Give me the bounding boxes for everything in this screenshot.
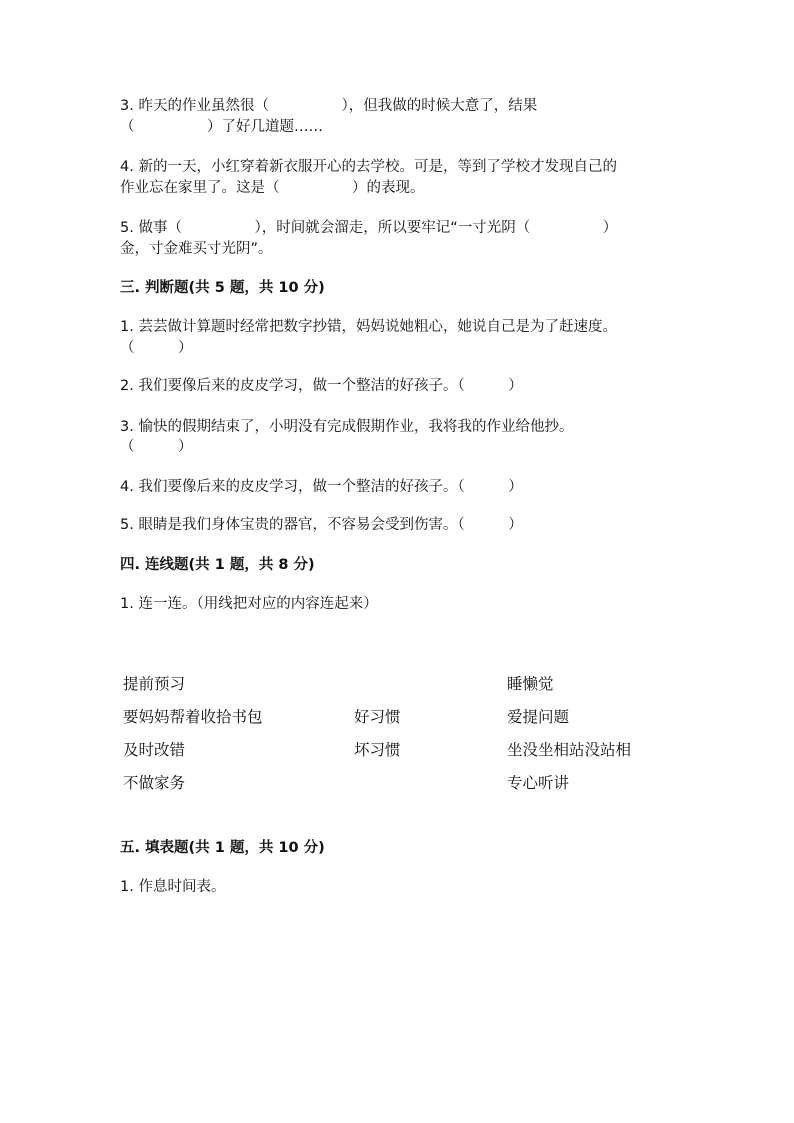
question-5-line-1: 5. 做事（ ），时间就会溜走，所以要牢记“一寸光阴（ ） — [120, 220, 618, 236]
question-4-line-2: 作业忘在家里了。这是（ ）的表现。 — [120, 180, 425, 196]
judge-question-4: 4. 我们要像后来的皮皮学习，做一个整洁的好孩子。（ ） — [120, 479, 523, 495]
judge-question-1-line-2: （ ） — [120, 340, 193, 356]
question-4-line-1: 4. 新的一天，小红穿着新衣服开心的去学校。可是，等到了学校才发现自己的 — [120, 159, 617, 175]
matching-right-item-4: 专心听讲 — [507, 774, 570, 792]
matching-left-item-4: 不做家务 — [123, 774, 186, 792]
judge-question-3-line-1: 3. 愉快的假期结束了，小明没有完成假期作业，我将我的作业给他抄。 — [120, 419, 574, 435]
matching-question-1: 1. 连一连。（用线把对应的内容连起来） — [120, 596, 378, 612]
section-4-heading: 四. 连线题(共 1 题，共 8 分) — [120, 557, 315, 573]
matching-right-item-1: 睡懒觉 — [507, 675, 554, 693]
table-question-1: 1. 作息时间表。 — [120, 879, 226, 895]
judge-question-2: 2. 我们要像后来的皮皮学习，做一个整洁的好孩子。（ ） — [120, 378, 523, 394]
matching-left-item-3: 及时改错 — [123, 741, 186, 759]
judge-question-3-line-2: （ ） — [120, 439, 193, 455]
section-5-heading: 五. 填表题(共 1 题，共 10 分) — [120, 840, 325, 856]
matching-right-item-2: 爱提问题 — [507, 708, 570, 726]
matching-left-item-1: 提前预习 — [123, 675, 186, 693]
question-3-line-1: 3. 昨天的作业虽然很（ ），但我做的时候大意了，结果 — [120, 98, 538, 114]
matching-middle-item-2: 坏习惯 — [354, 741, 401, 759]
matching-left-item-2: 要妈妈帮着收拾书包 — [123, 708, 263, 726]
matching-middle-item-1: 好习惯 — [354, 708, 401, 726]
matching-right-item-3: 坐没坐相站没站相 — [507, 741, 632, 759]
section-3-heading: 三. 判断题(共 5 题，共 10 分) — [120, 280, 325, 296]
judge-question-5: 5. 眼睛是我们身体宝贵的器官，不容易会受到伤害。（ ） — [120, 517, 523, 533]
question-3-line-2: （ ）了好几道题…… — [120, 119, 323, 135]
judge-question-1-line-1: 1. 芸芸做计算题时经常把数字抄错，妈妈说她粗心，她说自己是为了赶速度。 — [120, 319, 617, 335]
question-5-line-2: 金，寸金难买寸光阴”。 — [120, 241, 273, 257]
